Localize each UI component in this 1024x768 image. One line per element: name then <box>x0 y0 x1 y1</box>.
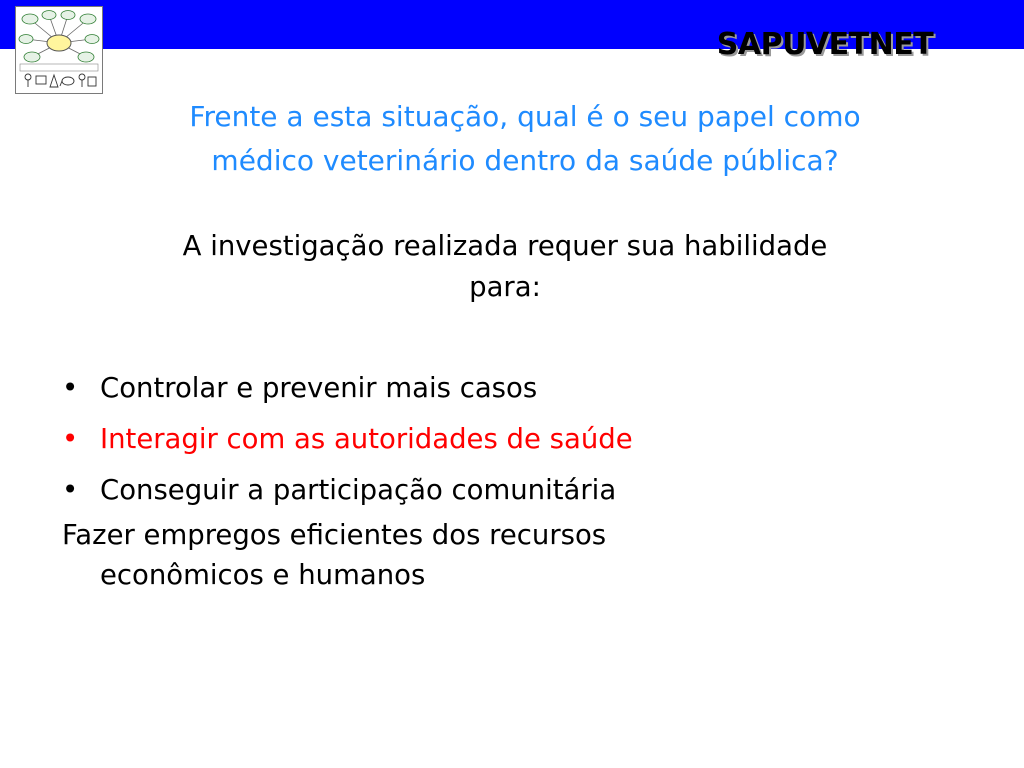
intro-line-2: para: <box>469 271 541 303</box>
bullet-list <box>62 366 962 519</box>
bullet-text: Controlar e prevenir mais casos <box>100 372 538 404</box>
bullet-item <box>62 366 962 410</box>
intro-line-1: A investigação realizada requer sua habilidade <box>182 230 828 262</box>
closing-text <box>62 515 822 595</box>
bullet-item <box>62 468 962 512</box>
question-heading <box>80 95 970 183</box>
logo-illustration-icon <box>16 7 102 93</box>
bullet-icon: • <box>62 474 79 506</box>
bullet-icon: • <box>62 423 79 455</box>
brand-title: SAPUVETNET <box>716 27 934 62</box>
question-line-1: Frente a esta situação, qual é o seu papel como <box>189 100 861 133</box>
intro-text <box>70 226 940 308</box>
bullet-icon: • <box>62 372 79 404</box>
bullet-text: Interagir com as autoridades de saúde <box>100 423 633 455</box>
closing-line-2: econômicos e humanos <box>100 559 426 591</box>
bullet-text: Conseguir a participação comunitária <box>100 474 617 506</box>
sapuvetnet-logo <box>15 6 103 94</box>
question-line-2: médico veterinário dentro da saúde pública? <box>211 144 839 177</box>
bullet-item-highlighted <box>62 417 962 461</box>
closing-line-1: Fazer empregos eficientes dos recursos <box>62 519 607 551</box>
